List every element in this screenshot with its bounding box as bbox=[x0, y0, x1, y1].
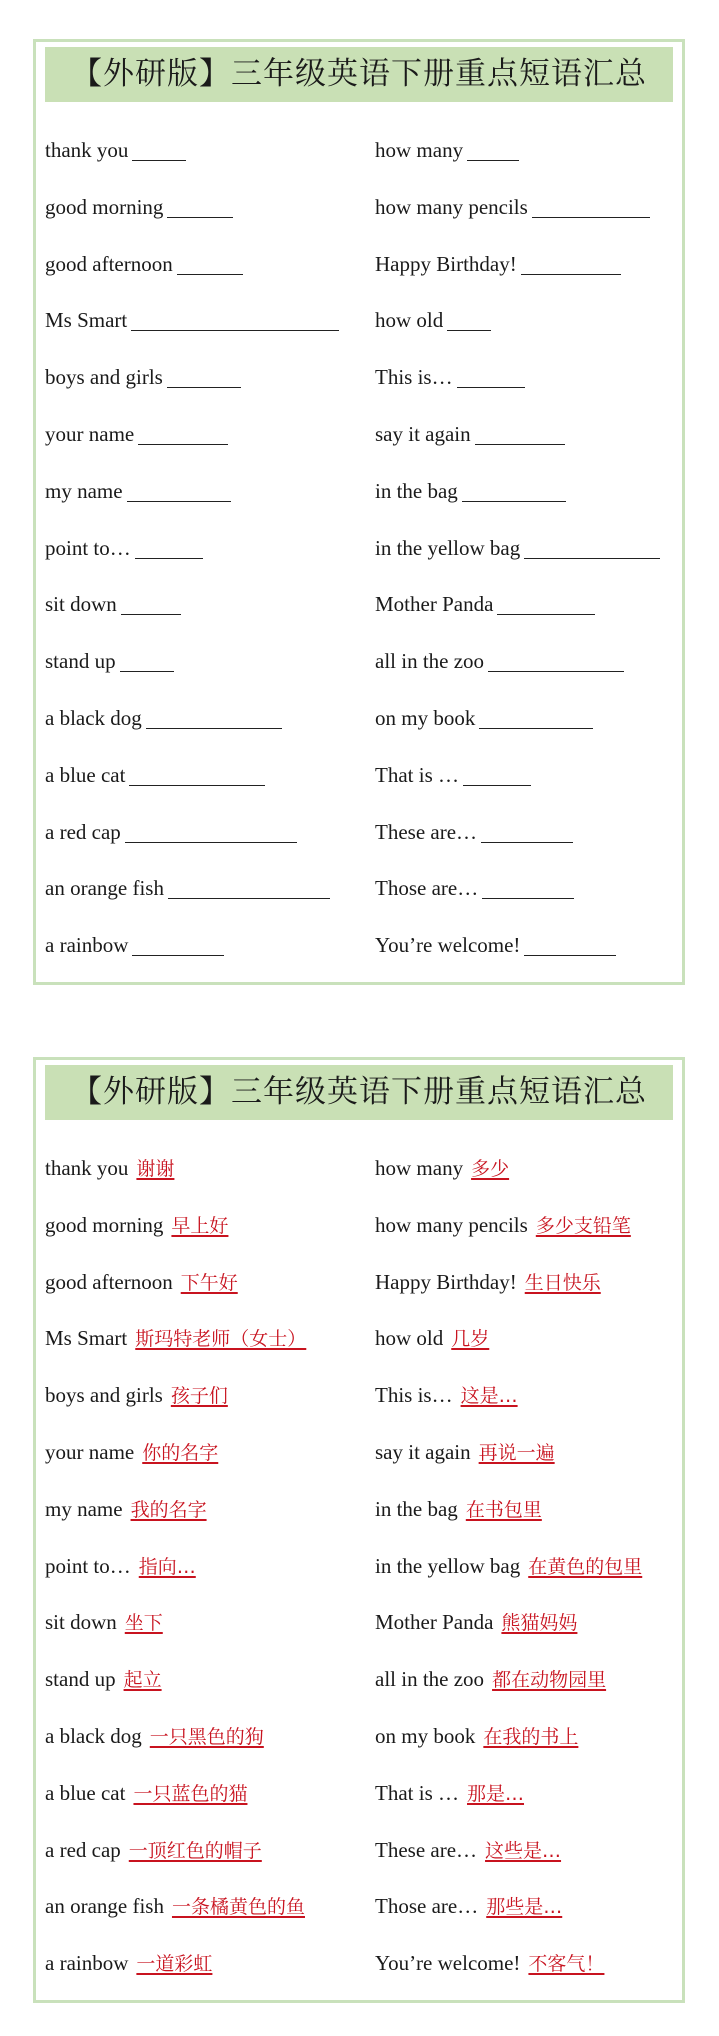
english-phrase: your name bbox=[45, 421, 135, 446]
phrase-item-left bbox=[45, 690, 282, 747]
phrase-row bbox=[45, 576, 685, 633]
phrase-item-right bbox=[375, 633, 624, 690]
answer-blank-line[interactable] bbox=[482, 897, 574, 899]
phrase-row bbox=[45, 1651, 685, 1708]
phrase-item-left bbox=[45, 1765, 247, 1822]
answer-blank-line[interactable] bbox=[132, 954, 224, 956]
english-phrase: That is … bbox=[375, 762, 459, 787]
answer-blank-line[interactable] bbox=[131, 329, 339, 331]
english-phrase: a black dog bbox=[45, 1723, 142, 1748]
phrase-item-right bbox=[375, 1254, 601, 1311]
english-phrase: You’re welcome! bbox=[375, 1951, 521, 1976]
chinese-answer: 我的名字 bbox=[130, 1498, 207, 1521]
english-phrase: boys and girls bbox=[45, 365, 163, 390]
answer-blank-line[interactable] bbox=[481, 841, 573, 843]
answer-blank-line[interactable] bbox=[168, 897, 330, 899]
english-phrase: on my book bbox=[375, 1723, 476, 1748]
english-phrase: boys and girls bbox=[45, 1383, 163, 1408]
english-phrase: your name bbox=[45, 1439, 135, 1464]
phrase-item-right bbox=[375, 860, 574, 917]
phrase-item-right bbox=[375, 1197, 631, 1254]
phrase-item-left bbox=[45, 406, 228, 463]
phrase-item-right bbox=[375, 1765, 524, 1822]
phrase-item-right bbox=[375, 406, 565, 463]
english-phrase: Those are… bbox=[375, 1894, 479, 1919]
phrase-row bbox=[45, 633, 685, 690]
phrase-row bbox=[45, 1822, 685, 1879]
chinese-answer: 在黄色的包里 bbox=[528, 1555, 643, 1578]
answer-blank-line[interactable] bbox=[467, 159, 519, 161]
chinese-answer: 多少支铅笔 bbox=[535, 1214, 631, 1237]
phrase-item-left bbox=[45, 747, 265, 804]
answer-blank-line[interactable] bbox=[138, 443, 228, 445]
phrase-item-right bbox=[375, 690, 593, 747]
english-phrase: in the yellow bag bbox=[375, 1553, 521, 1578]
chinese-answer: 早上好 bbox=[171, 1214, 229, 1237]
phrase-row bbox=[45, 1367, 685, 1424]
phrase-item-left bbox=[45, 1367, 228, 1424]
answer-key-title: 【外研版】三年级英语下册重点短语汇总 bbox=[45, 1065, 673, 1120]
chinese-answer: 那是… bbox=[467, 1782, 525, 1805]
phrase-item-right bbox=[375, 1878, 562, 1935]
english-phrase: my name bbox=[45, 1496, 123, 1521]
phrase-item-right bbox=[375, 1424, 555, 1481]
phrase-item-right bbox=[375, 122, 519, 179]
phrase-item-right bbox=[375, 236, 621, 293]
phrase-item-left bbox=[45, 576, 181, 633]
english-phrase: point to… bbox=[45, 1553, 131, 1578]
phrase-row bbox=[45, 179, 685, 236]
chinese-answer: 这些是… bbox=[485, 1839, 562, 1862]
worksheet-phrase-grid bbox=[45, 122, 685, 974]
english-phrase: how many bbox=[375, 138, 464, 162]
english-phrase: in the bag bbox=[375, 478, 458, 503]
english-phrase: all in the zoo bbox=[375, 1667, 485, 1692]
chinese-answer: 几岁 bbox=[451, 1328, 490, 1351]
chinese-answer: 下午好 bbox=[180, 1271, 238, 1294]
answer-blank-line[interactable] bbox=[532, 216, 650, 218]
phrase-row bbox=[45, 747, 685, 804]
answer-blank-line[interactable] bbox=[488, 670, 624, 672]
phrase-item-right bbox=[375, 179, 650, 236]
chinese-answer: 一只蓝色的猫 bbox=[133, 1782, 248, 1805]
phrase-item-left bbox=[45, 1481, 207, 1538]
english-phrase: These are… bbox=[375, 819, 478, 844]
answer-blank-line[interactable] bbox=[120, 670, 174, 672]
english-phrase: sit down bbox=[45, 1610, 117, 1635]
english-phrase: Ms Smart bbox=[45, 308, 128, 333]
phrase-item-left bbox=[45, 917, 224, 974]
english-phrase: stand up bbox=[45, 1667, 116, 1692]
chinese-answer: 熊猫妈妈 bbox=[501, 1612, 578, 1635]
english-phrase: say it again bbox=[375, 1439, 471, 1464]
phrase-item-left bbox=[45, 292, 339, 349]
phrase-row bbox=[45, 1481, 685, 1538]
english-phrase: a rainbow bbox=[45, 1951, 129, 1976]
answer-blank-line[interactable] bbox=[521, 273, 621, 275]
phrase-item-right bbox=[375, 1935, 604, 1992]
answer-blank-line[interactable] bbox=[146, 727, 282, 729]
phrase-row bbox=[45, 349, 685, 406]
phrase-item-left bbox=[45, 1538, 196, 1595]
english-phrase: Ms Smart bbox=[45, 1326, 128, 1351]
chinese-answer: 都在动物园里 bbox=[492, 1669, 607, 1692]
phrase-item-right bbox=[375, 349, 525, 406]
phrase-item-right bbox=[375, 1538, 642, 1595]
phrase-item-right bbox=[375, 292, 491, 349]
phrase-item-left bbox=[45, 349, 241, 406]
phrase-item-right bbox=[375, 1310, 489, 1367]
chinese-answer: 一道彩虹 bbox=[136, 1953, 213, 1976]
answer-blank-line[interactable] bbox=[121, 613, 181, 615]
phrase-row bbox=[45, 1935, 685, 1992]
phrase-item-right bbox=[375, 1822, 561, 1879]
phrase-item-left bbox=[45, 804, 297, 861]
phrase-item-right bbox=[375, 463, 566, 520]
phrase-row bbox=[45, 1197, 685, 1254]
english-phrase: point to… bbox=[45, 535, 131, 560]
phrase-row bbox=[45, 804, 685, 861]
answer-blank-line[interactable] bbox=[132, 159, 186, 161]
chinese-answer: 谢谢 bbox=[136, 1158, 175, 1180]
english-phrase: an orange fish bbox=[45, 876, 164, 901]
answer-blank-line[interactable] bbox=[177, 273, 243, 275]
english-phrase: That is … bbox=[375, 1780, 459, 1805]
phrase-item-right bbox=[375, 1140, 509, 1197]
english-phrase: say it again bbox=[375, 421, 471, 446]
phrase-row bbox=[45, 1594, 685, 1651]
chinese-answer: 一只黑色的狗 bbox=[149, 1725, 264, 1748]
english-phrase: how many pencils bbox=[375, 1212, 528, 1237]
phrase-row bbox=[45, 1538, 685, 1595]
english-phrase: an orange fish bbox=[45, 1894, 164, 1919]
english-phrase: a red cap bbox=[45, 1837, 121, 1862]
chinese-answer: 那些是… bbox=[486, 1896, 563, 1919]
chinese-answer: 多少 bbox=[471, 1158, 510, 1180]
answer-blank-line[interactable] bbox=[125, 841, 297, 843]
phrase-item-left bbox=[45, 1878, 305, 1935]
english-phrase: You’re welcome! bbox=[375, 933, 521, 958]
chinese-answer: 孩子们 bbox=[170, 1385, 228, 1408]
english-phrase: This is… bbox=[375, 365, 453, 390]
phrase-row bbox=[45, 520, 685, 577]
answer-blank-line[interactable] bbox=[475, 443, 565, 445]
phrase-row bbox=[45, 1708, 685, 1765]
phrase-item-left bbox=[45, 1197, 228, 1254]
english-phrase: good morning bbox=[45, 1212, 164, 1237]
phrase-item-left bbox=[45, 1708, 264, 1765]
phrase-row bbox=[45, 463, 685, 520]
phrase-item-right bbox=[375, 1594, 577, 1651]
phrase-item-left bbox=[45, 1594, 163, 1651]
answer-blank-line[interactable] bbox=[457, 386, 525, 388]
answer-blank-line[interactable] bbox=[497, 613, 595, 615]
phrase-row bbox=[45, 690, 685, 747]
english-phrase: good morning bbox=[45, 194, 164, 219]
chinese-answer: 不客气！ bbox=[528, 1953, 605, 1976]
answer-blank-line[interactable] bbox=[463, 784, 531, 786]
phrase-item-right bbox=[375, 1651, 606, 1708]
english-phrase: Mother Panda bbox=[375, 1610, 494, 1635]
english-phrase: This is… bbox=[375, 1383, 453, 1408]
chinese-answer: 在书包里 bbox=[465, 1498, 542, 1521]
answer-blank-line[interactable] bbox=[524, 954, 616, 956]
answer-blank-line[interactable] bbox=[524, 557, 660, 559]
english-phrase: my name bbox=[45, 478, 123, 503]
phrase-item-left bbox=[45, 1140, 174, 1197]
english-phrase: thank you bbox=[45, 1156, 129, 1180]
english-phrase: a blue cat bbox=[45, 762, 126, 787]
worksheet-card bbox=[33, 39, 685, 985]
answer-key-card bbox=[33, 1057, 685, 2003]
english-phrase: in the bag bbox=[375, 1496, 458, 1521]
chinese-answer: 生日快乐 bbox=[524, 1271, 601, 1294]
phrase-row bbox=[45, 122, 685, 179]
phrase-item-left bbox=[45, 520, 203, 577]
english-phrase: how old bbox=[375, 308, 444, 333]
chinese-answer: 指向… bbox=[138, 1555, 196, 1578]
phrase-item-right bbox=[375, 917, 616, 974]
phrase-row bbox=[45, 1424, 685, 1481]
english-phrase: good afternoon bbox=[45, 1269, 173, 1294]
phrase-item-left bbox=[45, 122, 186, 179]
english-phrase: how old bbox=[375, 1326, 444, 1351]
phrase-item-left bbox=[45, 463, 231, 520]
phrase-item-left bbox=[45, 236, 243, 293]
phrase-row bbox=[45, 1878, 685, 1935]
chinese-answer: 在我的书上 bbox=[483, 1725, 579, 1748]
phrase-item-left bbox=[45, 860, 330, 917]
phrase-row bbox=[45, 236, 685, 293]
chinese-answer: 一顶红色的帽子 bbox=[128, 1839, 262, 1862]
answer-blank-line[interactable] bbox=[127, 500, 231, 502]
english-phrase: all in the zoo bbox=[375, 649, 485, 674]
english-phrase: sit down bbox=[45, 592, 117, 617]
answer-blank-line[interactable] bbox=[129, 784, 265, 786]
answer-blank-line[interactable] bbox=[167, 386, 241, 388]
answer-blank-line[interactable] bbox=[167, 216, 233, 218]
english-phrase: on my book bbox=[375, 705, 476, 730]
english-phrase: Happy Birthday! bbox=[375, 251, 517, 276]
english-phrase: in the yellow bag bbox=[375, 535, 521, 560]
english-phrase: stand up bbox=[45, 649, 116, 674]
phrase-item-left bbox=[45, 1935, 212, 1992]
english-phrase: a black dog bbox=[45, 705, 142, 730]
english-phrase: These are… bbox=[375, 1837, 478, 1862]
phrase-row bbox=[45, 1254, 685, 1311]
answer-blank-line[interactable] bbox=[479, 727, 593, 729]
chinese-answer: 斯玛特老师（女士） bbox=[135, 1328, 307, 1351]
chinese-answer: 一条橘黄色的鱼 bbox=[171, 1896, 305, 1919]
chinese-answer: 这是… bbox=[460, 1385, 518, 1408]
english-phrase: thank you bbox=[45, 138, 129, 162]
phrase-row bbox=[45, 1140, 685, 1197]
worksheet-title: 【外研版】三年级英语下册重点短语汇总 bbox=[45, 47, 673, 102]
chinese-answer: 再说一遍 bbox=[478, 1441, 555, 1464]
phrase-row bbox=[45, 917, 685, 974]
phrase-item-left bbox=[45, 1254, 238, 1311]
phrase-item-right bbox=[375, 576, 595, 633]
english-phrase: Those are… bbox=[375, 876, 479, 901]
phrase-row bbox=[45, 292, 685, 349]
answer-blank-line[interactable] bbox=[462, 500, 566, 502]
english-phrase: how many pencils bbox=[375, 194, 528, 219]
english-phrase: a rainbow bbox=[45, 933, 129, 958]
phrase-item-left bbox=[45, 1822, 262, 1879]
phrase-item-left bbox=[45, 179, 233, 236]
phrase-item-left bbox=[45, 1651, 162, 1708]
phrase-item-right bbox=[375, 804, 573, 861]
answer-key-phrase-grid bbox=[45, 1140, 685, 1992]
phrase-row bbox=[45, 406, 685, 463]
english-phrase: a red cap bbox=[45, 819, 121, 844]
answer-blank-line[interactable] bbox=[447, 329, 491, 331]
english-phrase: a blue cat bbox=[45, 1780, 126, 1805]
english-phrase: Mother Panda bbox=[375, 592, 494, 617]
phrase-row bbox=[45, 1765, 685, 1822]
phrase-item-right bbox=[375, 747, 531, 804]
chinese-answer: 坐下 bbox=[124, 1612, 163, 1635]
phrase-item-left bbox=[45, 1424, 218, 1481]
english-phrase: how many bbox=[375, 1156, 464, 1180]
phrase-item-right bbox=[375, 1367, 518, 1424]
phrase-item-left bbox=[45, 1310, 306, 1367]
chinese-answer: 起立 bbox=[123, 1669, 162, 1692]
answer-blank-line[interactable] bbox=[135, 557, 203, 559]
english-phrase: Happy Birthday! bbox=[375, 1269, 517, 1294]
english-phrase: good afternoon bbox=[45, 251, 173, 276]
phrase-row bbox=[45, 860, 685, 917]
phrase-item-right bbox=[375, 1481, 542, 1538]
phrase-item-right bbox=[375, 520, 660, 577]
phrase-row bbox=[45, 1310, 685, 1367]
phrase-item-right bbox=[375, 1708, 578, 1765]
chinese-answer: 你的名字 bbox=[142, 1441, 219, 1464]
phrase-item-left bbox=[45, 633, 174, 690]
